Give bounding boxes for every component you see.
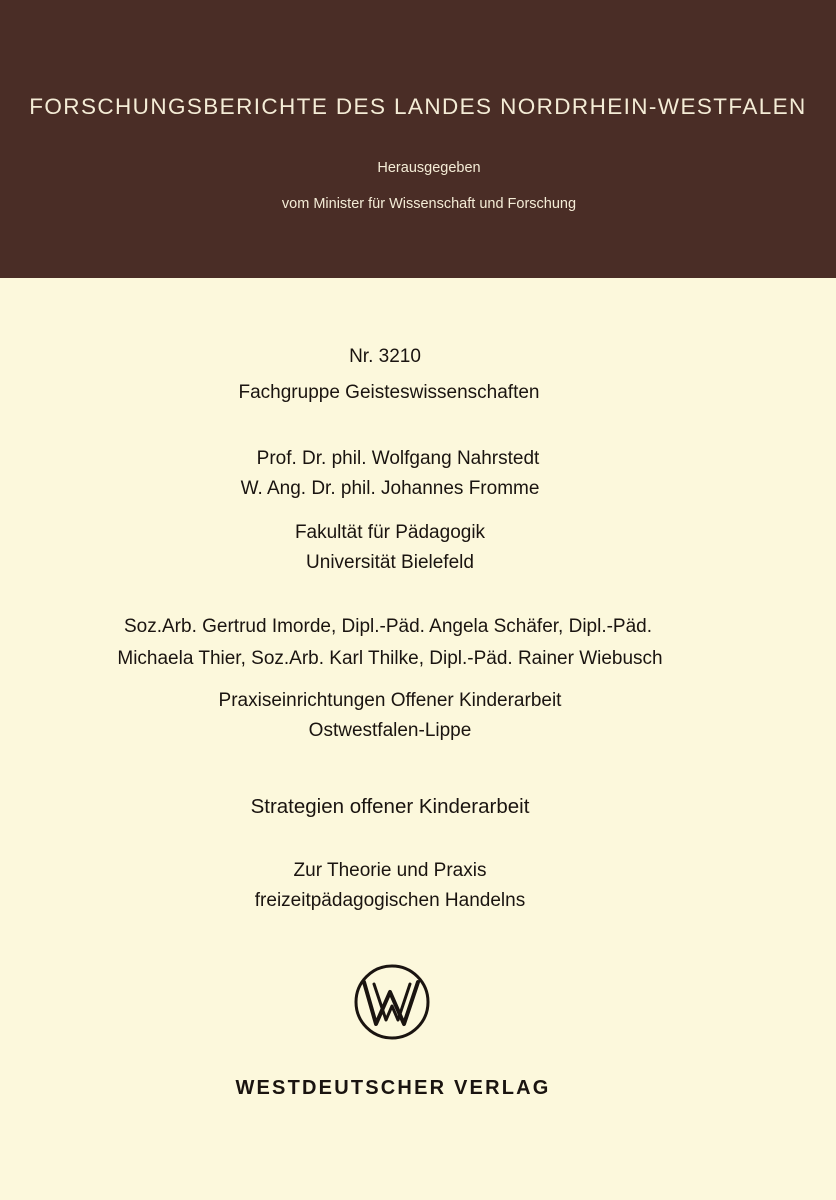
faculty: Fakultät für Pädagogik bbox=[294, 522, 486, 543]
editor-ministry: vom Minister für Wissenschaft und Forschung bbox=[281, 196, 577, 212]
contributors-line-1: Soz.Arb. Gertrud Imorde, Dipl.-Päd. Angela Schäfer, Dipl.-Päd. bbox=[123, 616, 653, 637]
university: Universität Bielefeld bbox=[306, 552, 474, 573]
contributors-line-2: Michaela Thier, Soz.Arb. Karl Thilke, Dipl.-Päd. Rainer Wiebusch bbox=[117, 648, 663, 669]
series-title: FORSCHUNGSBERICHTE DES LANDES NORDRHEIN-WESTFALEN bbox=[29, 94, 807, 119]
subject-group: Fachgruppe Geisteswissenschaften bbox=[238, 382, 540, 403]
practice-region: Ostwestfalen-Lippe bbox=[308, 720, 472, 741]
wv-logo-icon bbox=[352, 962, 432, 1042]
practice-institutions: Praxiseinrichtungen Offener Kinderarbeit bbox=[218, 690, 562, 711]
subtitle-line-2: freizeitpädagogischen Handelns bbox=[254, 890, 526, 911]
publisher-name: WESTDEUTSCHER VERLAG bbox=[235, 1077, 551, 1099]
book-title: Strategien offener Kinderarbeit bbox=[250, 795, 530, 818]
author-primary: Prof. Dr. phil. Wolfgang Nahrstedt bbox=[256, 448, 540, 469]
subtitle-line-1: Zur Theorie und Praxis bbox=[293, 860, 487, 881]
header-band bbox=[0, 0, 836, 278]
report-number: Nr. 3210 bbox=[349, 346, 421, 367]
editor-note: Herausgegeben bbox=[377, 160, 481, 176]
author-secondary: W. Ang. Dr. phil. Johannes Fromme bbox=[240, 478, 540, 499]
